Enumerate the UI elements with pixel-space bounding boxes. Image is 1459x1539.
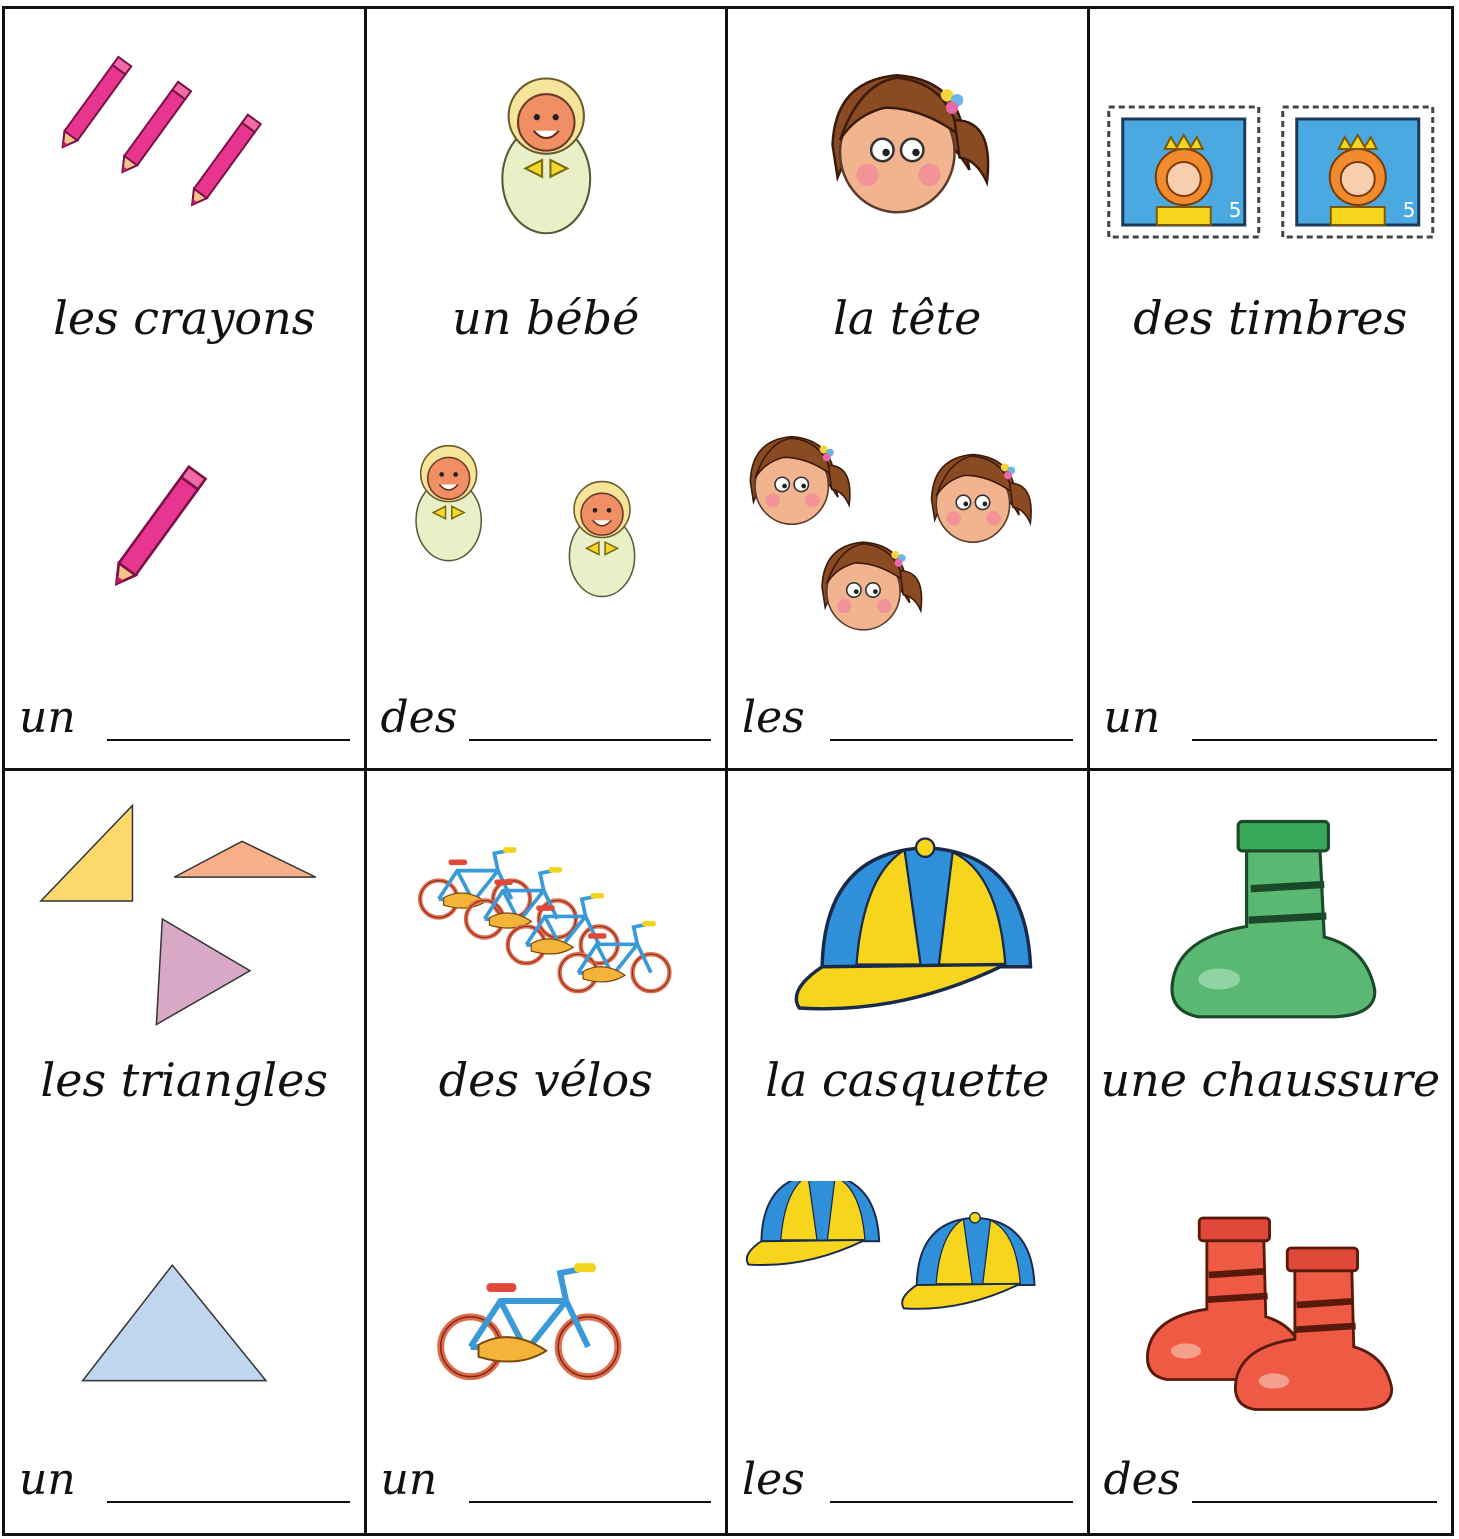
two-caps-image (728, 1181, 1087, 1421)
answer-area (1104, 1431, 1438, 1511)
four-bikes-image (367, 789, 726, 1029)
answer-article: un (19, 692, 76, 743)
single-head-image (728, 27, 1087, 267)
single-triangle-image (5, 1181, 364, 1421)
card-word: la tête (833, 291, 982, 345)
three-pencils-image (5, 27, 364, 267)
card-crayons (5, 9, 367, 771)
answer-line[interactable] (469, 739, 712, 741)
single-bike-image (367, 1181, 726, 1421)
answer-line[interactable] (1192, 1501, 1438, 1503)
answer-area (1104, 669, 1438, 749)
three-triangles-image (5, 789, 364, 1029)
answer-article: des (1103, 1454, 1181, 1505)
card-timbres (1090, 9, 1452, 771)
answer-area (381, 1431, 712, 1511)
single-baby-image (367, 27, 726, 267)
plural-worksheet (2, 6, 1454, 1536)
answer-line[interactable] (107, 739, 350, 741)
answer-article: les (742, 692, 805, 743)
card-word: un bébé (452, 291, 640, 345)
card-bebe (367, 9, 729, 771)
card-tete (728, 9, 1090, 771)
stamp-value: 5 (1228, 198, 1241, 222)
answer-article: les (742, 1454, 805, 1505)
answer-line[interactable] (1192, 739, 1438, 741)
card-word: les triangles (40, 1053, 328, 1107)
answer-area (381, 669, 712, 749)
answer-area (19, 1431, 350, 1511)
single-boot-image (1090, 789, 1452, 1029)
answer-area (742, 1431, 1073, 1511)
two-stamps-image (1090, 27, 1452, 267)
card-word: des timbres (1133, 291, 1408, 345)
answer-area (742, 669, 1073, 749)
card-chaussure (1090, 771, 1452, 1533)
answer-line[interactable] (830, 739, 1073, 741)
card-word: la casquette (765, 1053, 1050, 1107)
card-word: les crayons (53, 291, 316, 345)
card-triangles (5, 771, 367, 1533)
three-heads-image (728, 419, 1087, 659)
answer-article: des (380, 692, 458, 743)
card-velos (367, 771, 729, 1533)
single-cap-image (728, 789, 1087, 1029)
card-word: des vélos (438, 1053, 653, 1107)
answer-area (19, 669, 350, 749)
stamp-value: 5 (1402, 198, 1415, 222)
answer-line[interactable] (830, 1501, 1073, 1503)
answer-line[interactable] (107, 1501, 350, 1503)
two-babies-image (367, 419, 726, 659)
card-word: une chaussure (1100, 1053, 1441, 1107)
answer-article: un (1103, 692, 1161, 743)
answer-article: un (380, 1454, 438, 1505)
empty-image-area (1090, 419, 1452, 659)
answer-article: un (19, 1454, 76, 1505)
single-pencil-image (5, 419, 364, 659)
card-casquette (728, 771, 1090, 1533)
pair-of-boots-image (1090, 1181, 1452, 1421)
answer-line[interactable] (469, 1501, 712, 1503)
